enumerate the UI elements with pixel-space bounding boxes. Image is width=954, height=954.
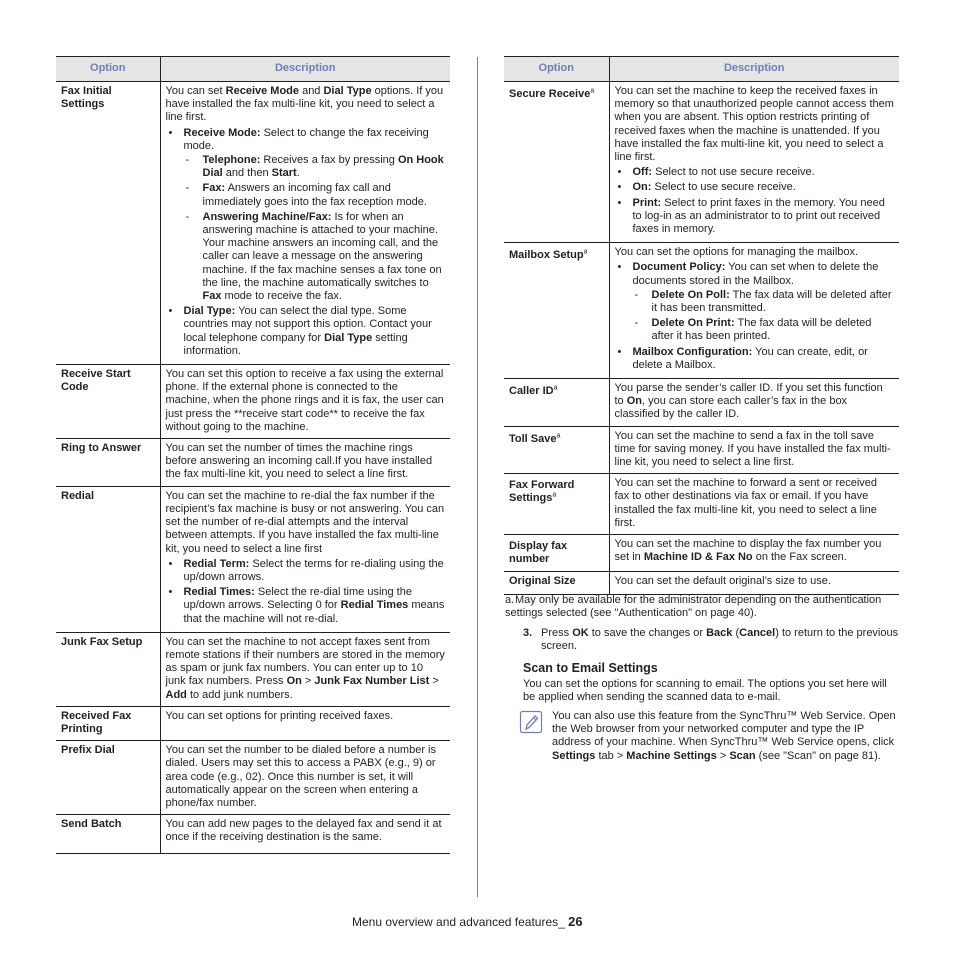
option-name: Toll Save$^a$ <box>504 426 609 474</box>
table-row <box>56 815 450 853</box>
option-description: You can set the default original’s size to use. <box>609 571 899 594</box>
description-header: Description <box>160 57 450 82</box>
section-title: Scan to Email Settings <box>523 661 658 675</box>
option-description: You can set the machine to keep the received faxes in memory so that unauthorized people cannot access them when you are absent. This option restricts printing of received faxes when the machine is unattended. If you have installed the fax multi-line kit, you need to select a line first. • Off: Select to not use secure receive. • On: Select to use secure receive. • Print: Select to print faxes in the memory. You need to log-in as an administrator to to print out received faxes in memory. <box>609 82 899 243</box>
option-name: Caller $ID^a$ <box>504 379 609 427</box>
option-description: You can set the options for managing the mailbox. • Document Policy: You can set when to delete the documents stored in the Mailbox. - Delete On Poll: The fax data will be deleted after it has been transmitted. - Delete On Print: The fax data will be deleted after it has been printed. • Mailbox Configuration: You can create, edit, or delete a Mailbox. <box>609 243 899 379</box>
column-divider <box>477 57 478 897</box>
table-row <box>56 82 450 365</box>
table-row <box>56 632 450 706</box>
page-number: 26 <box>568 914 583 929</box>
table-row <box>504 474 899 535</box>
option-description: You can set the number of times the machine rings before answering an incoming call.If you have installed the fax multi-line kit, you need to select a line first. <box>160 439 450 487</box>
list-item: • Print: Select to print faxes in the memory. You need to log-in as an administrator to to print out received faxes in memory. <box>633 197 895 237</box>
option-header: Option <box>504 57 609 82</box>
option-name: Redial <box>56 486 160 632</box>
option-description: You can set the machine to forward a sent or received fax to other destinations via fax or email. If you have installed the fax multi-line kit, you need to select a line first. <box>609 474 899 535</box>
table-footnote: a.May only be available for the administrator depending on the authentication settings selected (see "Authentication" on page 40). <box>505 594 882 620</box>
option-name: Send Batch <box>56 815 160 853</box>
option-name: Fax Initial Settings <box>56 82 160 365</box>
option-name: Secure Receive$^a$ <box>504 82 609 243</box>
table-row <box>56 486 450 632</box>
option-name: Original Size <box>504 571 609 594</box>
table-row <box>56 365 450 439</box>
right-options-table <box>504 56 899 595</box>
list-item: - Delete On Poll: The fax data will be deleted after it has been transmitted. <box>652 289 895 315</box>
step-3 <box>523 627 899 653</box>
option-description: You can set the machine to display the fax number you set in Machine ID & Fax No on the Fax screen. <box>609 535 899 571</box>
section-body: You can set the options for scanning to email. The options you set here will be applied when sending the scanned data to e-mail. <box>523 678 887 704</box>
left-options-table <box>56 56 450 854</box>
list-item: - Fax: Answers an incoming fax call and immediately goes into the fax reception mode. <box>203 182 446 208</box>
step-text: Press OK to save the changes or Back (Cancel) to return to the previous screen. <box>541 627 899 653</box>
description-header: Description <box>609 57 899 82</box>
option-description: You can set the number to be dialed before a number is dialed. Users may set this to access a PABX (e.g., 9) or area code (e.g., 02). Once this number is set, it will automatically appear on the screen when entering a phone/fax number. <box>160 741 450 815</box>
list-item: • Mailbox Configuration: You can create, edit, or delete a Mailbox. <box>633 346 895 372</box>
list-item: - Delete On Print: The fax data will be deleted after it has been printed. <box>652 317 895 343</box>
option-description: You can set Receive Mode and Dial Type options. If you have installed the fax multi-line kit, you need to select a line first. • Receive Mode: Select to change the fax receiving mode. - Telephone: Receives a fax by pressing On Hook Dial and then Start. - Fax: Answers an incoming fax call and immediately goes into the fax reception mode. - Answering Machine/Fax: Is for when an answering machine is attached to your machine. Your machine answers an incoming call, and the caller can leave a message on the answering machine. If the fax machine senses a fax tone on the line, the machine automatically switches to Fax mode to receive the fax. • Dial Type: You can select the dial type. Some countries may not support this option. Contact your local telephone company for Dial Type setting information. <box>160 82 450 365</box>
table-row <box>504 82 899 243</box>
list-item: - Telephone: Receives a fax by pressing On Hook Dial and then Start. <box>203 154 446 180</box>
table-row <box>56 706 450 740</box>
option-name: Receive Start Code <box>56 365 160 439</box>
option-name: Received Fax Printing <box>56 706 160 740</box>
option-header: Option <box>56 57 160 82</box>
table-row <box>56 439 450 487</box>
list-item: • Redial Times: Select the re-dial time using the up/down arrows. Selecting 0 for Redial Times means that the machine will not re-dial. <box>184 586 446 626</box>
list-item: • On: Select to use secure receive. <box>633 181 895 194</box>
table-row <box>56 741 450 815</box>
option-description: You can set the machine to send a fax in the toll save time for saving money. If you have installed the fax multi-line kit, you need to select a line first. <box>609 426 899 474</box>
table-row <box>504 426 899 474</box>
list-item: • Receive Mode: Select to change the fax receiving mode. - Telephone: Receives a fax by pressing On Hook Dial and then Start. - Fax: Answers an incoming fax call and immediately goes into the fax reception mode. - Answering Machine/Fax: Is for when an answering machine is attached to your machine. Your machine answers an incoming call, and the caller can leave a message on the answering machine. If the fax machine senses a fax tone on the line, the machine automatically switches to Fax mode to receive the fax. <box>184 127 446 304</box>
page-footer: Menu overview and advanced features_ 26 <box>352 914 583 929</box>
note-text: You can also use this feature from the SyncThru™ Web Service. Open the Web browser from your networked computer and type the IP address of your machine. When SyncThru™ Web Service opens, click Settings tab > Machine Settings > Scan (see "Scan" on page 81). <box>552 710 896 762</box>
option-name: Mailbox Setup$^a$ <box>504 243 609 379</box>
option-name: Ring to Answer <box>56 439 160 487</box>
list-item: • Document Policy: You can set when to delete the documents stored in the Mailbox. - Delete On Poll: The fax data will be deleted after it has been transmitted. - Delete On Print: The fax data will be deleted after it has been printed. <box>633 261 895 343</box>
option-description: You can set this option to receive a fax using the external phone. If the external phone is connected to the machine, when the phone rings and it is fax, the user can just press the **receive start code** to receive the fax without going to the machine. <box>160 365 450 439</box>
list-item: • Redial Term: Select the terms for re-dialing using the up/down arrows. <box>184 558 446 584</box>
step-number: 3. <box>523 627 533 639</box>
option-description: You can set the machine to not accept faxes sent from remote stations if their numbers are stored in the memory as spam or junk fax numbers. You can enter up to 10 junk fax numbers. Press On > Junk Fax Number List > Add to add junk numbers. <box>160 632 450 706</box>
list-item: - Answering Machine/Fax: Is for when an answering machine is attached to your machine. Your machine answers an incoming call, and the caller can leave a message on the answering machine. If the fax machine senses a fax tone on the line, the machine automatically switches to Fax mode to receive the fax. <box>203 211 446 303</box>
option-name: Display fax number <box>504 535 609 571</box>
table-row <box>504 571 899 594</box>
pencil-note-icon <box>519 710 543 734</box>
list-item: • Off: Select to not use secure receive. <box>633 166 895 179</box>
table-row <box>504 243 899 379</box>
option-description: You can set options for printing received faxes. <box>160 706 450 740</box>
option-description: You can set the machine to re-dial the fax number if the recipient’s fax machine is busy or not answering. You can set the number of re-dial attempts and the interval between attempts. If you have installed the fax multi-line kit, you need to select a line first • Redial Term: Select the terms for re-dialing using the up/down arrows. • Redial Times: Select the re-dial time using the up/down arrows. Selecting 0 for Redial Times means that the machine will not re-dial. <box>160 486 450 632</box>
table-row <box>504 379 899 427</box>
option-name: Prefix Dial <box>56 741 160 815</box>
table-row <box>504 535 899 571</box>
option-description: You parse the sender’s caller ID. If you set this function to On, you can store each caller’s fax in the box classified by the caller ID. <box>609 379 899 427</box>
list-item: • Dial Type: You can select the dial type. Some countries may not support this option. Contact your local telephone company for Dial Type setting information. <box>184 305 446 358</box>
option-name: Junk Fax Setup <box>56 632 160 706</box>
option-description: You can add new pages to the delayed fax and send it at once if the receiving destination is the same. <box>160 815 450 853</box>
option-name: Fax Forward Settings$^a$ <box>504 474 609 535</box>
